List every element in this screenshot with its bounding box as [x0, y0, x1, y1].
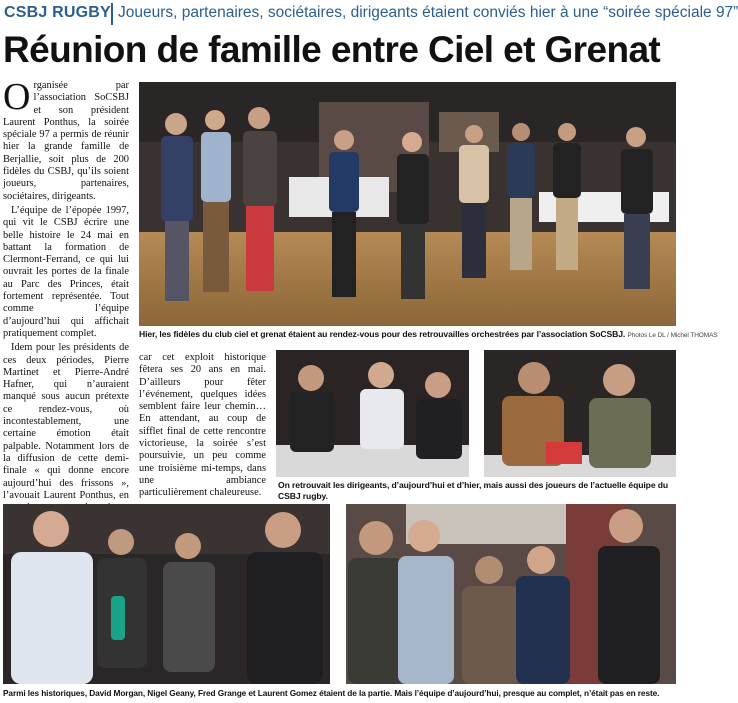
bottom-photos-caption: Parmi les historiques, David Morgan, Nigel Geany, Fred Grange et Laurent Gomez étaient de la partie. Mais l’équipe d’aujourd’hui, presque au complet, n’était pas en reste. — [3, 688, 660, 698]
photo-historiques — [3, 504, 330, 684]
article-title: Réunion de famille entre Ciel et Grenat — [3, 29, 661, 70]
main-photo — [139, 82, 676, 326]
photo-equipe-actuelle — [346, 504, 676, 684]
paragraph-2: L’équipe de l’épopée 1997, qui vit le CSBJ écrire une belle histoire le 24 mai en battant la formation de Clermont-Ferrand, ce qui lui ouvrait les portes de la finale au Parc des Princes, était fortement représentée. Tout comme l’équipe d’aujourd’hui qui affichait pratiquement complet. — [3, 204, 129, 339]
photo-credit: Photos Le DL / Michel THOMAS — [627, 332, 718, 339]
drop-cap: O — [3, 76, 31, 118]
paragraph-5: car cet exploit historique fêtera ses 20 ans en mai. D’ailleurs pour fêter l’événement, quelques idées semblent faire leur chemin… En attendant, au coup de sifflet final de cette rencontre victorieuse, la soirée s’est poursuivie, un peu comme une troisième mi-temps, dans une ambiance particulièrement chaleureuse. — [139, 352, 266, 499]
photo-dirigeants — [276, 350, 469, 477]
article-column-middle — [139, 352, 266, 499]
main-photo-caption: Hier, les fidèles du club ciel et grenat étaient au rendez-vous pour des retrouvailles orchestrées par l’association SoCSBJ. Photos Le DL / Michel THOMAS — [139, 329, 718, 339]
photo-joueurs — [484, 350, 676, 477]
article-column-left — [3, 76, 129, 501]
paragraph-3: Idem pour les présidents de ces deux périodes, Pierre Martinet et Pierre-André Hafner, qui n’auraient manqué sous aucun prétexte ce rendez-vous, où incontestablement, une certaine émotion était palpable. Notamment lors de la diffusion de cette demi-finale « qui donne encore aujourd’hui des frissons », l’avouait Laurent Ponthus, en — [3, 342, 129, 501]
middle-photos-caption: On retrouvait les dirigeants, d’aujourd’hui et d’hier, mais aussi des joueurs de l’actuelle équipe du CSBJ rugby. — [278, 480, 669, 501]
article-header — [0, 0, 738, 30]
kicker-divider — [111, 3, 113, 25]
paragraph-1: Organisée par l’association SoCSBJ et son président Laurent Ponthus, la soirée spéciale 97 a permis de réunir hier la grande famille de Berjallie, soit plus de 200 fidèles du CSBJ, qu’ils soient joueurs, partenaires, sociétaires, dirigeants. — [3, 76, 129, 202]
article-subhead: Joueurs, partenaires, sociétaires, dirigeants étaient conviés hier à une “soirée spéciale 97” — [118, 4, 738, 21]
section-kicker: CSBJ RUGBY — [4, 4, 111, 21]
